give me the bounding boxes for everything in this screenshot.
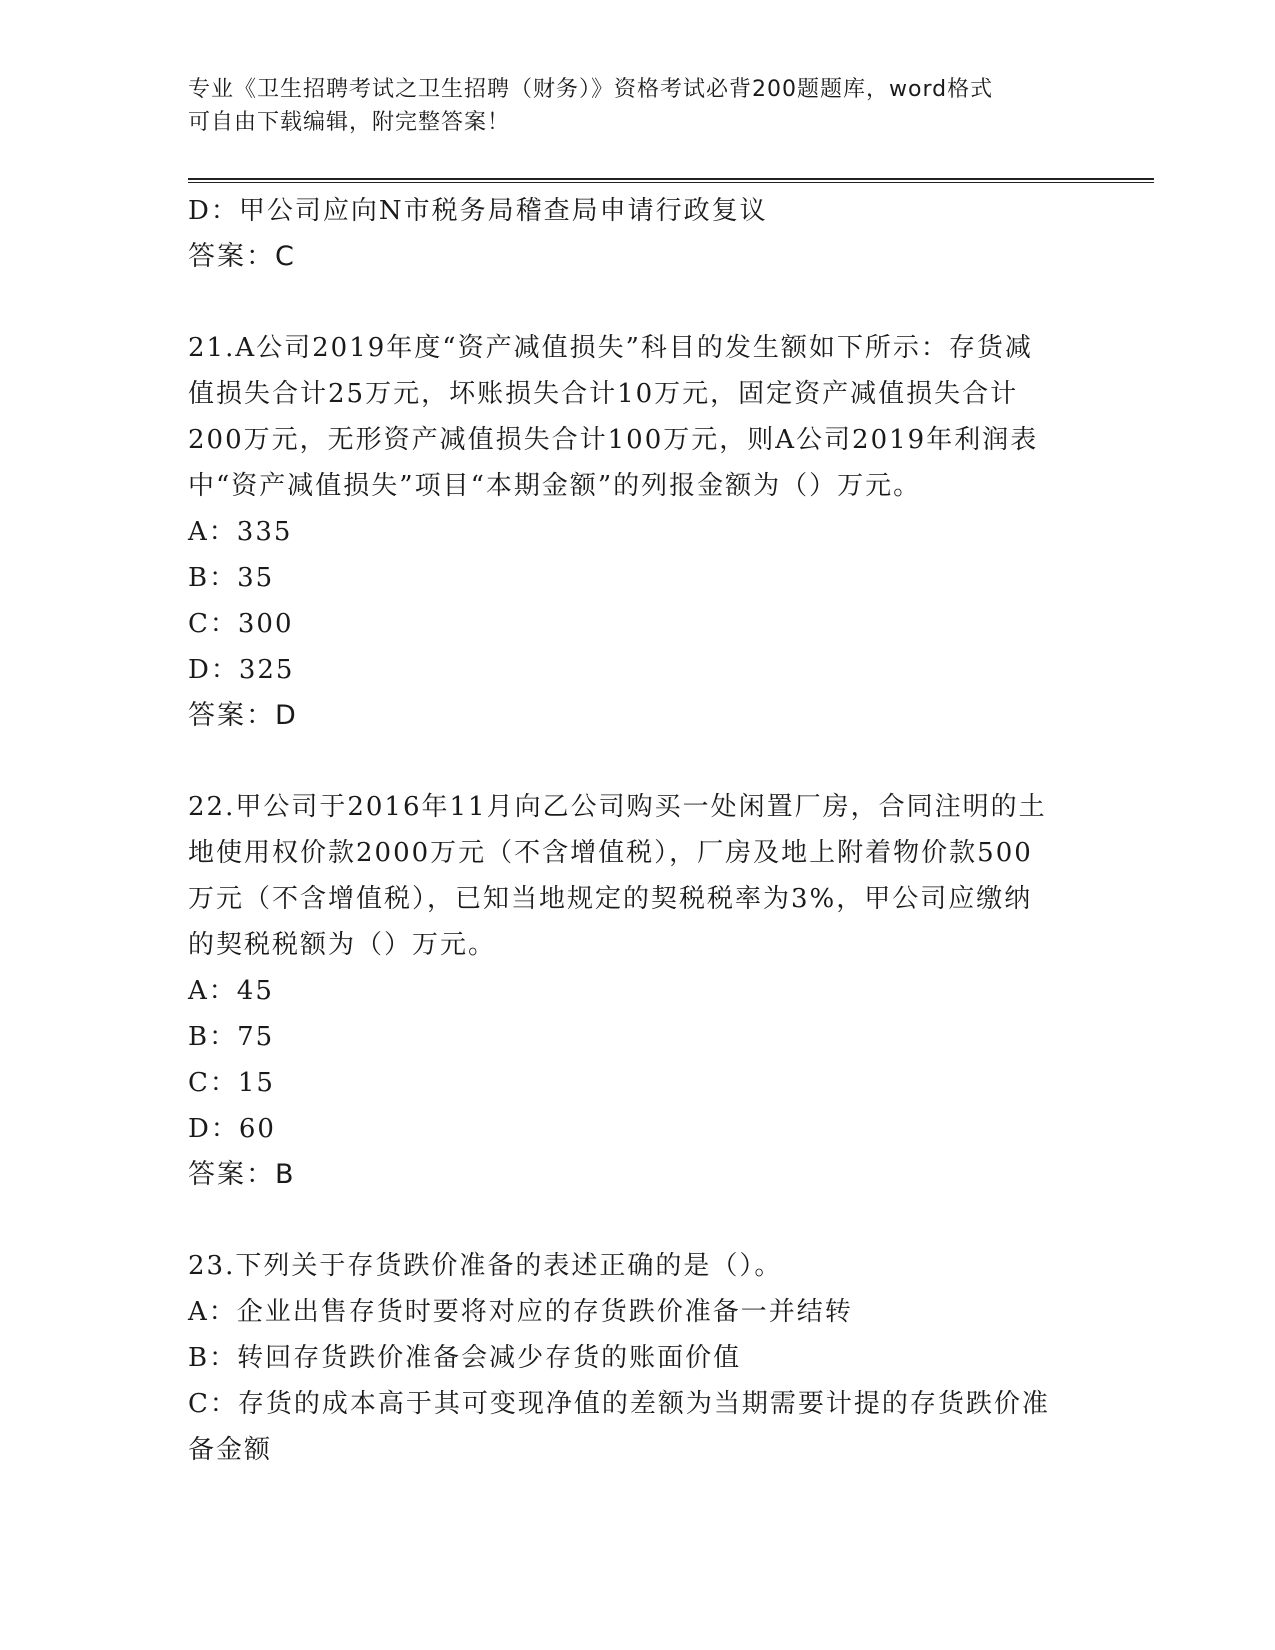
q21-option-a: A：335 xyxy=(188,517,293,547)
q23-option-b: B：转回存货跌价准备会减少存货的账面价值 xyxy=(188,1343,742,1373)
q21-text-line: 值损失合计25万元，坏账损失合计10万元，固定资产减值损失合计 xyxy=(188,379,1019,409)
q22-option-d: D：60 xyxy=(188,1114,276,1144)
q23-text-line: 23.下列关于存货跌价准备的表述正确的是（）。 xyxy=(188,1251,783,1281)
q22-text-line: 地使用权价款2000万元（不含增值税），厂房及地上附着物价款500 xyxy=(188,838,1033,868)
q22-text-line: 22.甲公司于2016年11月向乙公司购买一处闲置厂房，合同注明的土 xyxy=(188,792,1047,822)
q22-answer: 答案：B xyxy=(188,1159,296,1190)
header-line-1: 专业《卫生招聘考试之卫生招聘（财务）》资格考试必背200题题库，word格式 xyxy=(188,77,994,102)
q20-answer: 答案：C xyxy=(188,241,296,272)
document-header xyxy=(188,73,1088,139)
q20-option-d: D：甲公司应向N市税务局稽查局申请行政复议 xyxy=(188,196,768,226)
q22-option-a: A：45 xyxy=(188,976,274,1006)
q23-option-a: A：企业出售存货时要将对应的存货跌价准备一并结转 xyxy=(188,1297,853,1327)
q21-text-line: 21.A公司2019年度“资产减值损失”科目的发生额如下所示：存货减 xyxy=(188,333,1033,363)
q22-option-b: B：75 xyxy=(188,1022,275,1052)
document-body xyxy=(188,188,1088,1473)
header-line-2: 可自由下载编辑，附完整答案！ xyxy=(188,110,511,135)
header-divider-thin xyxy=(188,182,1154,183)
question-23 xyxy=(188,1243,1088,1473)
header-divider xyxy=(188,178,1154,180)
q22-text-line: 万元（不含增值税），已知当地规定的契税税率为3%，甲公司应缴纳 xyxy=(188,884,1033,914)
q21-text-line: 中“资产减值损失”项目“本期金额”的列报金额为（）万元。 xyxy=(188,471,922,501)
q21-answer: 答案：D xyxy=(188,700,298,731)
q22-option-c: C：15 xyxy=(188,1068,275,1098)
q21-option-b: B：35 xyxy=(188,563,275,593)
q22-text-line: 的契税税额为（）万元。 xyxy=(188,930,497,960)
q21-option-c: C：300 xyxy=(188,609,294,639)
q23-option-c-continued: 备金额 xyxy=(188,1435,273,1465)
question-22 xyxy=(188,784,1088,1198)
question-21 xyxy=(188,325,1088,739)
q23-option-c: C：存货的成本高于其可变现净值的差额为当期需要计提的存货跌价准 xyxy=(188,1389,1050,1419)
q21-option-d: D：325 xyxy=(188,655,295,685)
q21-text-line: 200万元，无形资产减值损失合计100万元，则A公司2019年利润表 xyxy=(188,425,1039,455)
